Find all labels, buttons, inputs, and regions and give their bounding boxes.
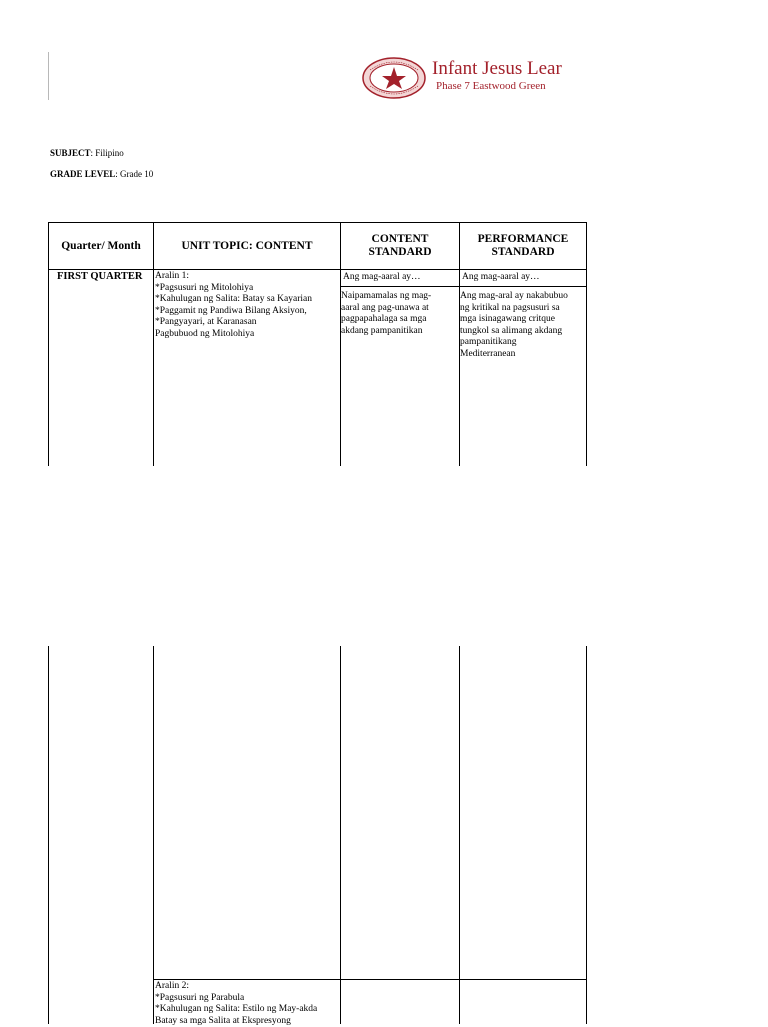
subject-value: : Filipino — [90, 148, 124, 158]
topic-cell-aralin-2: Aralin 2: *Pagsusuri ng Parabula *Kahulugan ng Salita: Estilo ng May-akda Batay sa mga Salita at Ekspresyong — [155, 981, 318, 1026]
header-performance-standard: PERFORMANCE STANDARD — [477, 233, 569, 258]
table-col-line — [153, 646, 154, 1024]
topic-cell-aralin-1: Aralin 1: *Pagsusuri ng Mitolohiya *Kahulugan ng Salita: Batay sa Kayarian *Paggamit ng Pandiwa Bilang Aksiyon, *Pangyayari, at Karanasan Pagbubuod ng Mitolohiya — [155, 271, 312, 339]
school-address: Phase 7 Eastwood Green — [436, 80, 546, 92]
header-quarter-month: Quarter/ Month — [61, 239, 141, 252]
performance-standard-text: Ang mag-aral ay nakabubuo ng kritikal na pagsusuri sa mga isinagawang critque tungkol sa alimang akdang pampanitikang Mediterranean — [460, 291, 568, 359]
table-header-border — [48, 269, 587, 270]
page-margin-marker — [48, 52, 49, 100]
grade-level-label: GRADE LEVEL — [50, 169, 116, 179]
intro-divider — [340, 286, 587, 287]
table-col-line — [586, 222, 587, 466]
table-col-line — [340, 646, 341, 1024]
subject-line — [50, 148, 124, 158]
table-col-line — [459, 646, 460, 1024]
table-col-line — [586, 646, 587, 1024]
table-col-line — [48, 646, 49, 1024]
grade-level-value: : Grade 10 — [115, 169, 154, 179]
grade-level-line — [50, 169, 153, 179]
performance-standard-intro: Ang mag-aaral ay… — [462, 272, 540, 282]
school-name: Infant Jesus Lear — [432, 58, 562, 79]
content-standard-intro: Ang mag-aaral ay… — [343, 272, 421, 282]
quarter-label: FIRST QUARTER — [57, 271, 143, 282]
school-seal-logo — [362, 56, 426, 100]
header-content-standard: CONTENT STANDARD — [368, 233, 432, 258]
subject-label: SUBJECT — [50, 148, 91, 158]
content-standard-text: Naipamamalas ng mag- aaral ang pag-unawa at pagpapahalaga sa mga akdang pampanitikan — [341, 291, 432, 336]
row-divider — [153, 979, 587, 980]
header-unit-topic: UNIT TOPIC: CONTENT — [181, 239, 313, 252]
